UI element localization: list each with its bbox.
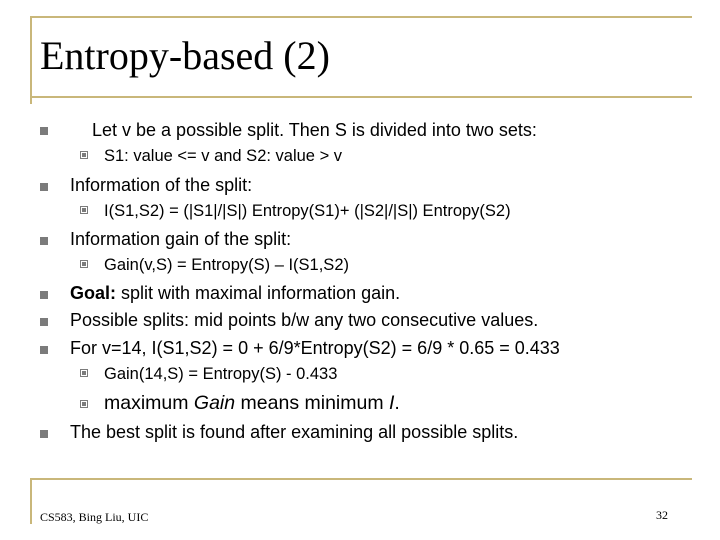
bullet-goal: [70, 283, 400, 303]
bullet-marker: [40, 127, 48, 135]
left-rule: [30, 16, 32, 104]
sub-bullet-gain-formula: Gain(v,S) = Entropy(S) – I(S1,S2): [104, 256, 349, 274]
footer-rule: [30, 478, 692, 480]
sub-bullet-marker: [80, 369, 88, 377]
bullet-marker: [40, 291, 48, 299]
sub-bullet-sets: S1: value <= v and S2: value > v: [104, 147, 343, 165]
footer-credit: CS583, Bing Liu, UIC: [40, 510, 149, 524]
sub-bullet-marker: [80, 260, 88, 268]
bullet-possible-splits: Possible splits: mid points b/w any two consecutive values.: [70, 310, 539, 330]
goal-label: Goal:: [70, 283, 117, 303]
footer-left-rule: [30, 478, 32, 524]
bullet-best-split: The best split is found after examining all possible splits.: [70, 422, 519, 442]
bullet-possible-split: Let v be a possible split. Then S is divided into two sets:: [92, 120, 537, 140]
goal-text: split with maximal information gain.: [116, 283, 401, 303]
bullet-marker: [40, 183, 48, 191]
sub-bullet-marker: [80, 151, 88, 159]
sub-bullet-information-formula: I(S1,S2) = (|S1|/|S|) Entropy(S1)+ (|S2|/|S|) Entropy(S2): [104, 202, 511, 220]
sub-bullet-marker: [80, 206, 88, 214]
bullet-information-of-split: Information of the split:: [70, 175, 253, 195]
top-rule: [30, 16, 692, 18]
max-gain-text-a: maximum: [104, 392, 194, 414]
page-number: 32: [656, 508, 668, 522]
max-gain-term: Gain: [193, 392, 236, 414]
min-i-term: I: [389, 392, 395, 414]
sub-bullet-marker: [80, 400, 88, 408]
bullet-example: For v=14, I(S1,S2) = 0 + 6/9*Entropy(S2) = 6/9 * 0.65 = 0.433: [70, 338, 560, 358]
max-gain-period: .: [394, 392, 400, 414]
bullet-marker: [40, 430, 48, 438]
bullet-marker: [40, 346, 48, 354]
slide-title: Entropy-based (2): [40, 33, 330, 78]
max-gain-text-b: means minimum: [235, 392, 389, 414]
title-underline: [30, 96, 692, 98]
bullet-marker: [40, 237, 48, 245]
sub-bullet-maximum-gain: [104, 393, 400, 413]
bullet-marker: [40, 318, 48, 326]
sub-bullet-gain-example: Gain(14,S) = Entropy(S) - 0.433: [104, 365, 338, 383]
bullet-information-gain: Information gain of the split:: [70, 229, 292, 249]
